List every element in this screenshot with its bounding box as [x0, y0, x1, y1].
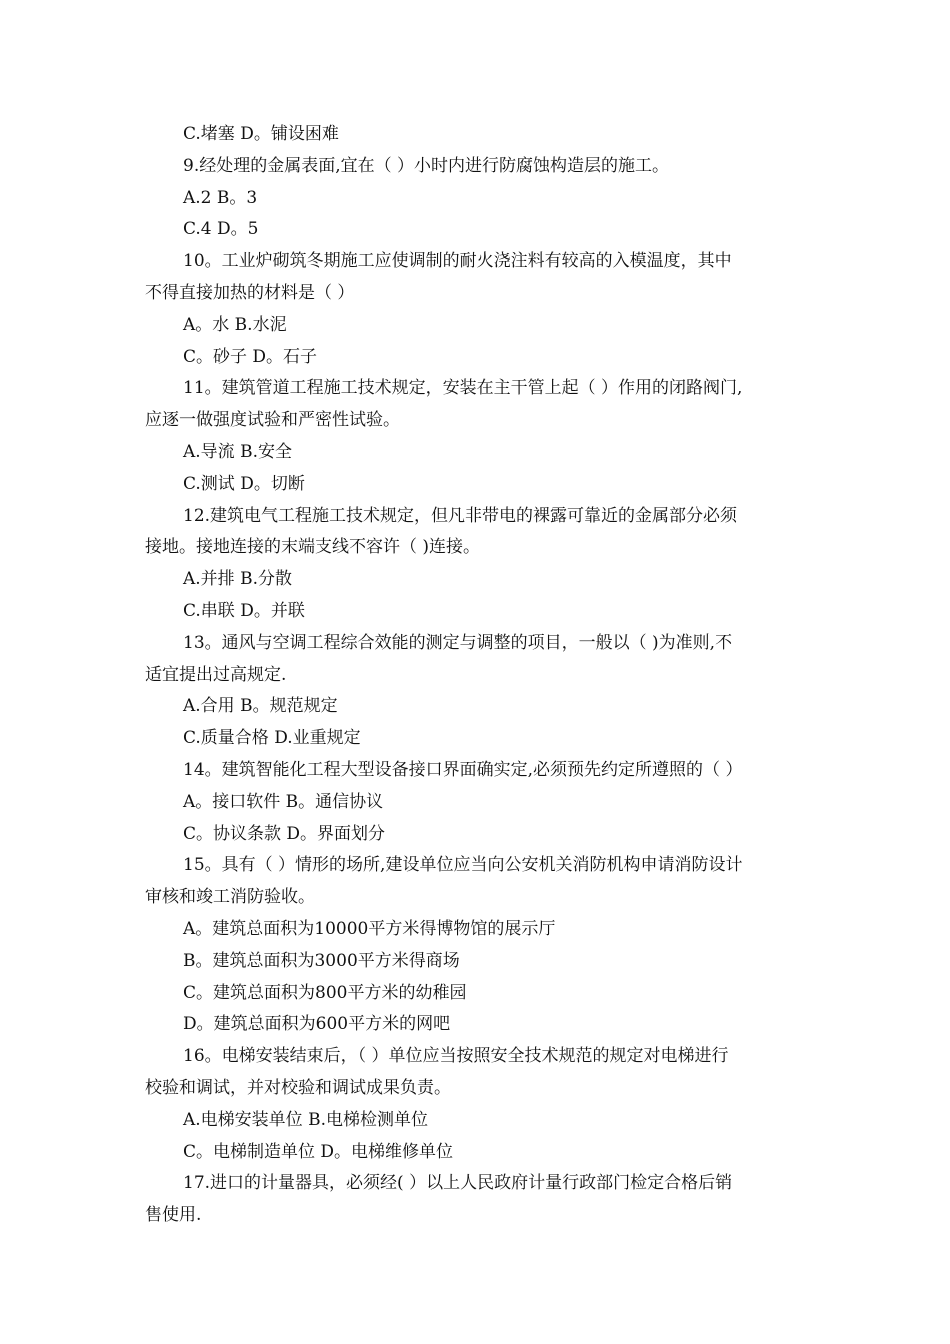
text-line: A.电梯安装单位 B.电梯检测单位: [183, 1109, 428, 1130]
text-line: 17.进口的计量器具，必须经( ）以上人民政府计量行政部门检定合格后销: [183, 1173, 733, 1194]
text-line: A。接口软件 B。通信协议: [183, 791, 384, 812]
text-line: C。建筑总面积为800平方米的幼稚园: [183, 982, 467, 1003]
text-line: 审核和竣工消防验收。: [145, 887, 315, 908]
text-line: A.合用 B。规范规定: [183, 696, 338, 717]
text-line: 11。建筑管道工程施工技术规定，安装在主干管上起（ ）作用的闭路阀门,: [183, 378, 743, 399]
text-line: C。砂子 D。石子: [183, 346, 318, 367]
text-line: A.并排 B.分散: [183, 569, 292, 590]
text-line: 14。建筑智能化工程大型设备接口界面确实定,必须预先约定所遵照的（ ）: [183, 759, 743, 780]
text-line: 15。具有（ ）情形的场所,建设单位应当向公安机关消防机构申请消防设计: [183, 855, 743, 876]
text-line: C.测试 D。切断: [183, 473, 305, 494]
text-line: 不得直接加热的材料是（ ）: [145, 282, 355, 303]
text-line: 校验和调试，并对校验和调试成果负责。: [145, 1077, 451, 1098]
text-line: 16。电梯安装结束后，（ ）单位应当按照安全技术规范的规定对电梯进行: [183, 1046, 729, 1067]
text-line: 13。通风与空调工程综合效能的测定与调整的项目，一般以（ )为准则,不: [183, 632, 733, 653]
text-line: D。建筑总面积为600平方米的网吧: [183, 1014, 451, 1035]
text-line: A.导流 B.安全: [183, 441, 292, 462]
text-line: C.4 D。5: [183, 219, 259, 240]
text-line: 9.经处理的金属表面,宜在（ ）小时内进行防腐蚀构造层的施工。: [183, 155, 670, 176]
text-line: C.堵塞 D。铺设困难: [183, 124, 339, 144]
text-line: C.串联 D。并联: [183, 600, 305, 621]
text-line: 应逐一做强度试验和严密性试验。: [145, 410, 400, 431]
text-line: 10。工业炉砌筑冬期施工应使调制的耐火浇注料有较高的入模温度，其中: [183, 251, 732, 272]
text-line: A。水 B.水泥: [183, 314, 287, 335]
document-body: [145, 119, 810, 1232]
text-line: B。建筑总面积为3000平方米得商场: [183, 950, 460, 971]
text-line: C.质量合格 D.业重规定: [183, 728, 361, 749]
text-line: A.2 B。3: [183, 187, 258, 208]
text-line: 适宜提出过高规定.: [145, 664, 287, 685]
text-line: A。建筑总面积为10000平方米得博物馆的展示厅: [183, 918, 556, 939]
text-line: C。电梯制造单位 D。电梯维修单位: [183, 1141, 454, 1162]
text-line: C。协议条款 D。界面划分: [183, 823, 386, 844]
text-line: 售使用.: [145, 1205, 202, 1226]
text-line: 接地。接地连接的末端支线不容许（ )连接。: [145, 537, 481, 558]
text-line: 12.建筑电气工程施工技术规定，但凡非带电的裸露可靠近的金属部分必须: [183, 505, 738, 526]
